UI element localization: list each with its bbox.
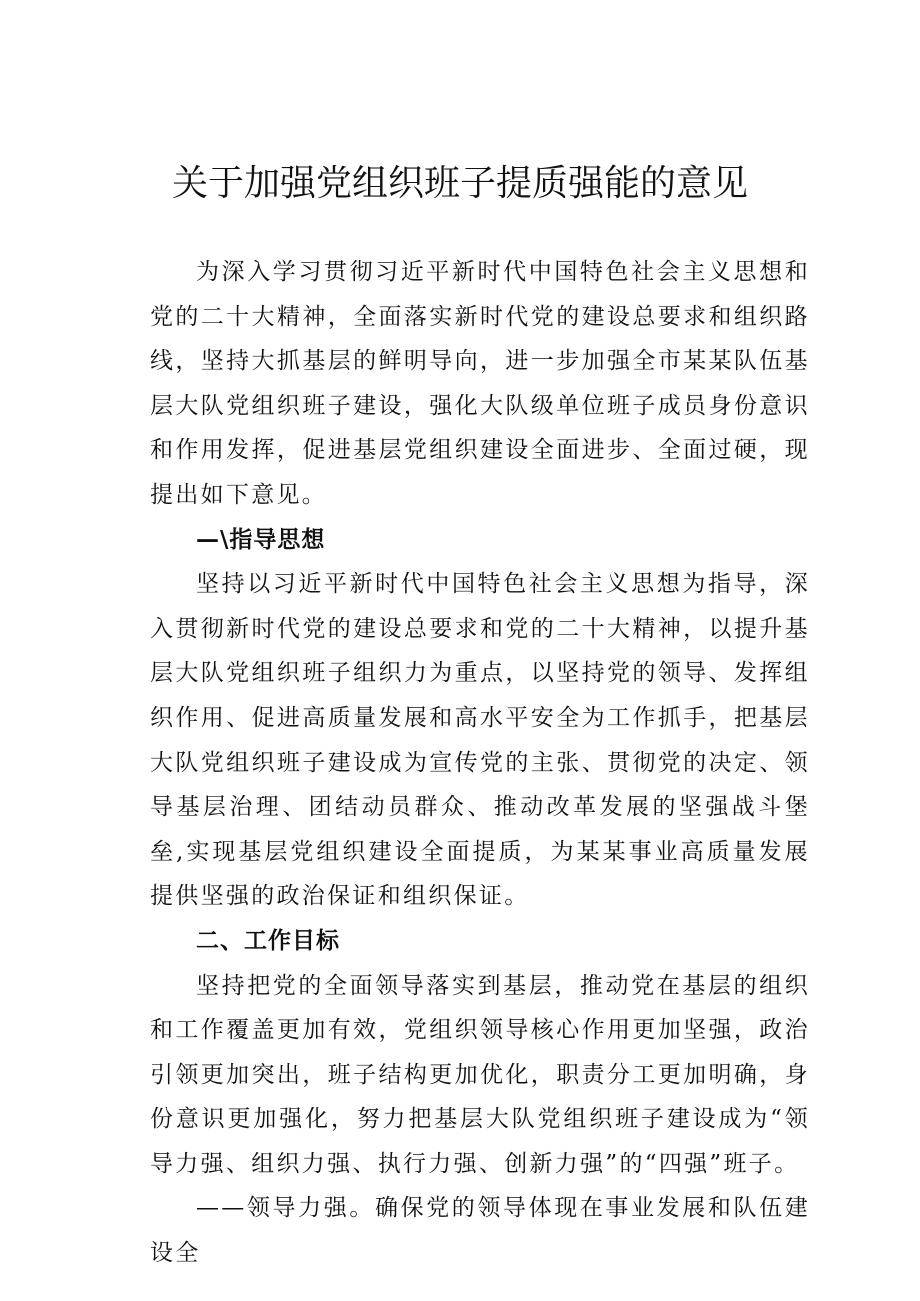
work-goals-paragraph: 坚持把党的全面领导落实到基层，推动党在基层的组织和工作覆盖更加有效，党组织领导核心作用更加坚强，政治引领更加突出，班子结构更加优化，职责分工更加明确，身份意识更加强化，努力把基层大队党组织班子建设成为“领导力强、组织力强、执行力强、创新力强”的“四强”班子。 [150, 972, 810, 1177]
leadership-strong-paragraph: ——领导力强。确保党的领导体现在事业发展和队伍建设全 [150, 1195, 810, 1267]
intro-paragraph: 为深入学习贯彻习近平新时代中国特色社会主义思想和党的二十大精神，全面落实新时代党的建设总要求和组织路线，坚持大抓基层的鲜明导向，进一步加强全市某某队伍基层大队党组织班子建设，强化大队级单位班子成员身份意识和作用发挥，促进基层党组织建设全面进步、全面过硬，现提出如下意见。 [150, 259, 810, 508]
section-heading-guiding-ideology: —\指导思想 [196, 526, 326, 553]
guiding-ideology-paragraph: 坚持以习近平新时代中国特色社会主义思想为指导，深入贯彻新时代党的建设总要求和党的二十大精神，以提升基层大队党组织班子组织力为重点，以坚持党的领导、发挥组织作用、促进高质量发展和高水平安全为工作抓手，把基层大队党组织班子建设成为宣传党的主张、贯彻党的决定、领导基层治理、团结动员群众、推动改革发展的坚强战斗堡垒,实现基层党组织建设全面提质，为某某事业高质量发展提供坚强的政治保证和组织保证。 [150, 571, 810, 910]
document-body [150, 250, 810, 1276]
section-heading-work-goals: 二、工作目标 [196, 927, 340, 954]
document-title: 关于加强党组织班子提质强能的意见 [171, 163, 748, 204]
